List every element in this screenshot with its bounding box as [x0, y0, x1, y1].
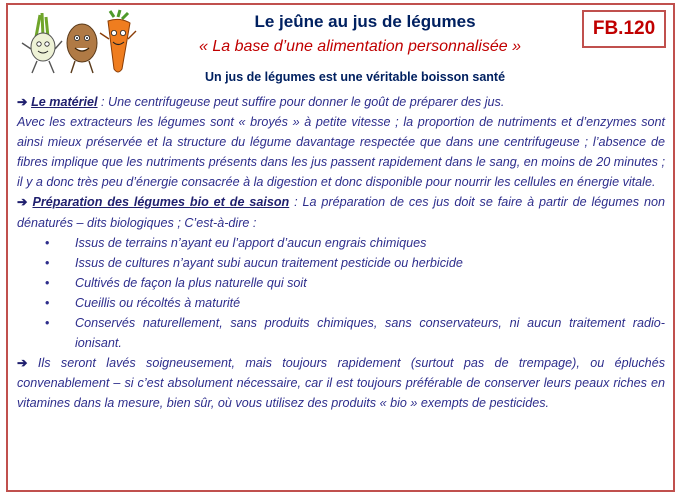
materiel-paragraph: Avec les extracteurs les légumes sont « broyés » à petite vitesse ; la proportion de nutriments et d’enzymes sont ainsi mieux préservée et la structure du légume davantage respectée que dans une centrifugeuse ; l’absence de fibres implique que les nutriments présents dans les jus passent rapidement dans le sang, en moins de 20 minutes ; il y a donc très peu d’énergie consacrée à la digestion et donc disponible pour nourrir les cellules en énergie vitale. [17, 115, 665, 190]
section-heading: Un jus de légumes est une véritable boisson santé [204, 70, 506, 84]
list-item: • Cultivés de façon la plus naturelle qui soit [17, 273, 665, 293]
list-item: • Conservés naturellement, sans produits chimiques, sans conservateurs, ni aucun traitement radio-ionisant. [17, 313, 665, 353]
preparation-intro-text: : La préparation de ces jus doit se faire à partir de légumes non dénaturés – dits biologiques ; C’est-à-dire : [17, 195, 665, 230]
preparation-lead: Préparation des légumes bio et de saison [32, 195, 290, 210]
page-title: Le jeûne au jus de légumes [254, 12, 476, 31]
arrow-icon: ➔ [17, 95, 28, 109]
lavage-paragraph [17, 353, 665, 413]
potato-character [67, 24, 97, 73]
materiel-intro-text: : Une centrifugeuse peut suffire pour donner le goût de préparer des jus. [97, 95, 505, 109]
list-item: • Cueillis ou récoltés à maturité [17, 293, 665, 313]
carrot-character [100, 10, 136, 72]
lavage-text: Ils seront lavés soigneusement, mais toujours rapidement (surtout pas de trempage), ou épluchés convenablement – si c’est absolument nécessaire, car il est toujours préférable de conserver leurs peaux riches en vitamines dans la mesure, bien sûr, où vous utilisez des produits « bio » exempts de pesticides. [17, 356, 665, 411]
list-item: • Issus de terrains n’ayant eu l’apport d’aucun engrais chimiques [17, 233, 665, 253]
arrow-icon: ➔ [17, 356, 28, 371]
list-item: • Issus de cultures n’ayant subi aucun traitement pesticide ou herbicide [17, 253, 665, 273]
preparation-intro [17, 192, 665, 232]
vegetable-characters-icon [10, 9, 140, 77]
materiel-intro [17, 92, 665, 112]
preparation-list [17, 233, 665, 354]
leek-character [22, 13, 62, 73]
arrow-icon: ➔ [17, 195, 28, 210]
document-code-badge: FB.120 [582, 10, 666, 48]
page-subtitle: « La base d’une alimentation personnalisée » [198, 38, 521, 55]
document-body [17, 92, 665, 414]
materiel-lead: Le matériel [31, 95, 98, 109]
